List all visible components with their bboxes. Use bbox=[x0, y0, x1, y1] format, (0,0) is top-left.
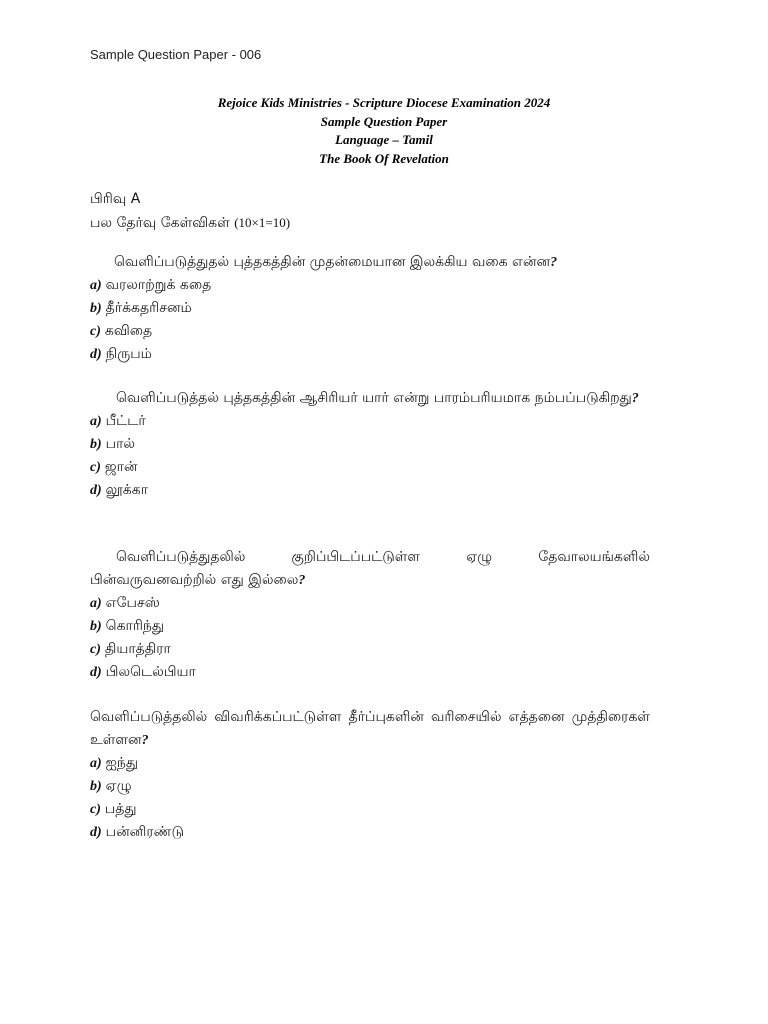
option-text: லூக்கா bbox=[105, 482, 149, 498]
question-text: வெளிப்படுத்தலில் விவரிக்கப்பட்டுள்ள தீர்ப்புகளின் வரிசையில் எத்தனை முத்திரைகள் உள்ளன? bbox=[90, 709, 650, 748]
question-mark: ? bbox=[631, 391, 639, 406]
option-letter: b) bbox=[90, 779, 102, 794]
section-subtitle: பல தேர்வு கேள்விகள் bbox=[90, 215, 230, 231]
section-label: பிரிவு A bbox=[90, 191, 141, 207]
option-text: பீட்டர் bbox=[105, 413, 146, 429]
option-letter: c) bbox=[90, 460, 101, 475]
option-text: ஐந்து bbox=[105, 755, 139, 771]
option-a bbox=[90, 410, 650, 433]
option-text: பன்னிரண்டு bbox=[105, 824, 184, 840]
option-letter: c) bbox=[90, 642, 101, 657]
question-text: வெளிப்படுத்தல் புத்தகத்தின் ஆசிரியர் யார் என்று பாரம்பரியமாக நம்பப்படுகிறது? bbox=[116, 390, 639, 406]
option-c bbox=[90, 320, 650, 343]
option-a bbox=[90, 752, 650, 775]
exam-title: Rejoice Kids Ministries - Scripture Diocese Examination 2024 bbox=[217, 95, 551, 110]
option-b bbox=[90, 297, 650, 320]
option-letter: b) bbox=[90, 301, 102, 316]
question-2 bbox=[90, 387, 650, 502]
option-text: ஜான் bbox=[104, 459, 138, 475]
option-letter: b) bbox=[90, 437, 102, 452]
paper-type: Sample Question Paper bbox=[320, 113, 448, 129]
option-text: பத்து bbox=[104, 801, 137, 817]
option-d bbox=[90, 479, 650, 502]
option-b bbox=[90, 433, 650, 456]
question-mark: ? bbox=[141, 733, 149, 748]
option-text: பால் bbox=[105, 436, 136, 452]
section-marks: (10×1=10) bbox=[234, 215, 291, 230]
section-subtitle-line bbox=[90, 211, 290, 235]
option-c bbox=[90, 638, 650, 661]
question-4 bbox=[90, 706, 650, 844]
option-text: கவிதை bbox=[104, 323, 153, 339]
option-text: தியாத்திரா bbox=[104, 641, 171, 657]
option-b bbox=[90, 775, 650, 798]
question-3 bbox=[90, 546, 650, 684]
question-mark: ? bbox=[550, 255, 558, 270]
section-heading bbox=[90, 188, 290, 235]
paper-header: Sample Question Paper - 006 bbox=[90, 47, 262, 62]
option-letter: a) bbox=[90, 756, 102, 771]
option-d bbox=[90, 661, 650, 684]
exam-title-block bbox=[0, 94, 768, 168]
option-a bbox=[90, 592, 650, 615]
option-text: எபேசஸ் bbox=[105, 595, 160, 611]
option-b bbox=[90, 615, 650, 638]
option-letter: c) bbox=[90, 324, 101, 339]
option-letter: b) bbox=[90, 619, 102, 634]
question-text: வெளிப்படுத்துதலில் குறிப்பிடப்பட்டுள்ள ஏழு தேவாலயங்களில் பின்வருவனவற்றில் எது இல்லை? bbox=[90, 549, 650, 588]
option-letter: d) bbox=[90, 825, 102, 840]
option-text: பிலடெல்பியா bbox=[105, 664, 196, 680]
option-letter: d) bbox=[90, 483, 102, 498]
option-letter: d) bbox=[90, 347, 102, 362]
option-text: தீர்க்கதரிசனம் bbox=[105, 300, 192, 316]
option-text: கொரிந்து bbox=[105, 618, 165, 634]
option-text: நிருபம் bbox=[105, 346, 152, 362]
option-letter: a) bbox=[90, 278, 102, 293]
language-line: Language – Tamil bbox=[335, 132, 433, 147]
option-letter: a) bbox=[90, 596, 102, 611]
option-letter: c) bbox=[90, 802, 101, 817]
question-text: வெளிப்படுத்துதல் புத்தகத்தின் முதன்மையான இலக்கிய வகை என்ன? bbox=[114, 254, 558, 270]
question-mark: ? bbox=[298, 573, 306, 588]
option-c bbox=[90, 798, 650, 821]
book-title: The Book Of Revelation bbox=[319, 150, 449, 166]
option-a bbox=[90, 274, 650, 297]
option-letter: d) bbox=[90, 665, 102, 680]
option-letter: a) bbox=[90, 414, 102, 429]
option-d bbox=[90, 821, 650, 844]
option-text: வரலாற்றுக் கதை bbox=[105, 277, 212, 293]
option-d bbox=[90, 343, 650, 366]
option-text: ஏழு bbox=[105, 778, 132, 794]
question-1 bbox=[90, 251, 650, 366]
option-c bbox=[90, 456, 650, 479]
